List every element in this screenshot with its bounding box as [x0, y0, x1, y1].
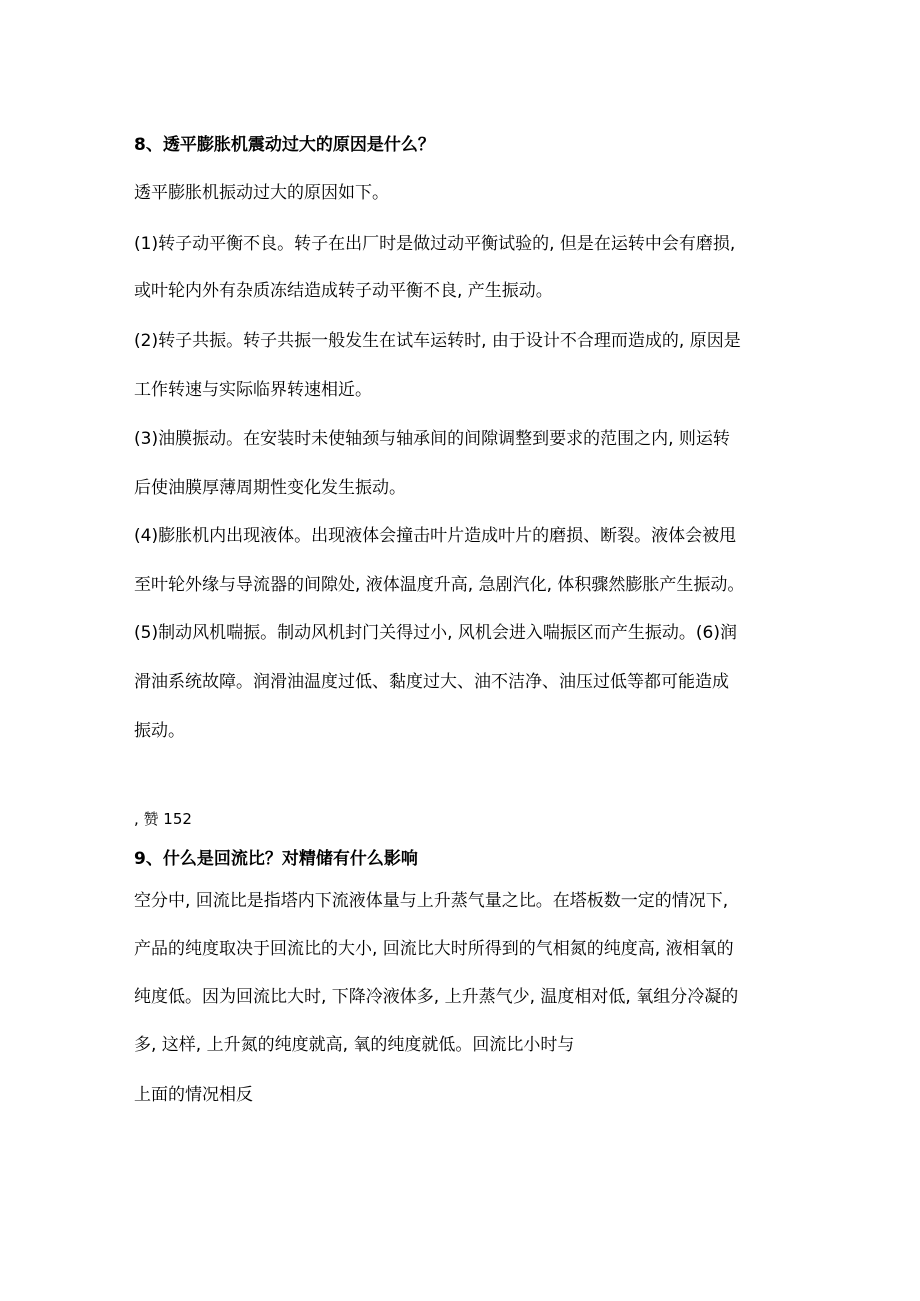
paragraph-line: (1)转子动平衡不良。转子在出厂时是做过动平衡试验的, 但是在运转中会有磨损,	[134, 234, 736, 254]
paragraph-line: 振动。	[134, 721, 185, 741]
paragraph-line: 多, 这样, 上升氮的纯度就高, 氧的纯度就低。回流比小时与	[134, 1035, 575, 1055]
paragraph-line: 纯度低。因为回流比大时, 下降冷液体多, 上升蒸气少, 温度相对低, 氧组分冷凝的	[134, 987, 739, 1007]
paragraph-line: 上面的情况相反	[134, 1085, 253, 1105]
paragraph-line: 或叶轮内外有杂质冻结造成转子动平衡不良, 产生振动。	[134, 281, 553, 301]
section-8-heading: 8、透平膨胀机震动过大的原因是什么？	[134, 135, 435, 155]
like-note: , 赞 152	[134, 810, 192, 828]
paragraph-line: (4)膨胀机内出现液体。出现液体会撞击叶片造成叶片的磨损、断裂。液体会被甩	[134, 526, 737, 546]
paragraph-line: 滑油系统故障。润滑油温度过低、黏度过大、油不洁净、油压过低等都可能造成	[134, 672, 729, 692]
paragraph-line: 后使油膜厚薄周期性变化发生振动。	[134, 478, 406, 498]
paragraph-line: 至叶轮外缘与导流器的间隙处, 液体温度升高, 急剧汽化, 体积骤然膨胀产生振动。	[134, 575, 745, 595]
paragraph-line: 空分中, 回流比是指塔内下流液体量与上升蒸气量之比。在塔板数一定的情况下,	[134, 891, 729, 911]
paragraph-line: 工作转速与实际临界转速相近。	[134, 380, 372, 400]
paragraph-line: (5)制动风机喘振。制动风机封门关得过小, 风机会进入喘振区而产生振动。(6)润	[134, 623, 737, 643]
paragraph-line: (2)转子共振。转子共振一般发生在试车运转时, 由于设计不合理而造成的, 原因是	[134, 331, 741, 351]
paragraph-line: (3)油膜振动。在安装时未使轴颈与轴承间的间隙调整到要求的范围之内, 则运转	[134, 429, 730, 449]
section-9-heading: 9、什么是回流比？对精储有什么影响	[134, 849, 418, 869]
paragraph-line: 产品的纯度取决于回流比的大小, 回流比大时所得到的气相氮的纯度高, 液相氧的	[134, 939, 734, 959]
paragraph-line: 透平膨胀机振动过大的原因如下。	[134, 183, 389, 203]
